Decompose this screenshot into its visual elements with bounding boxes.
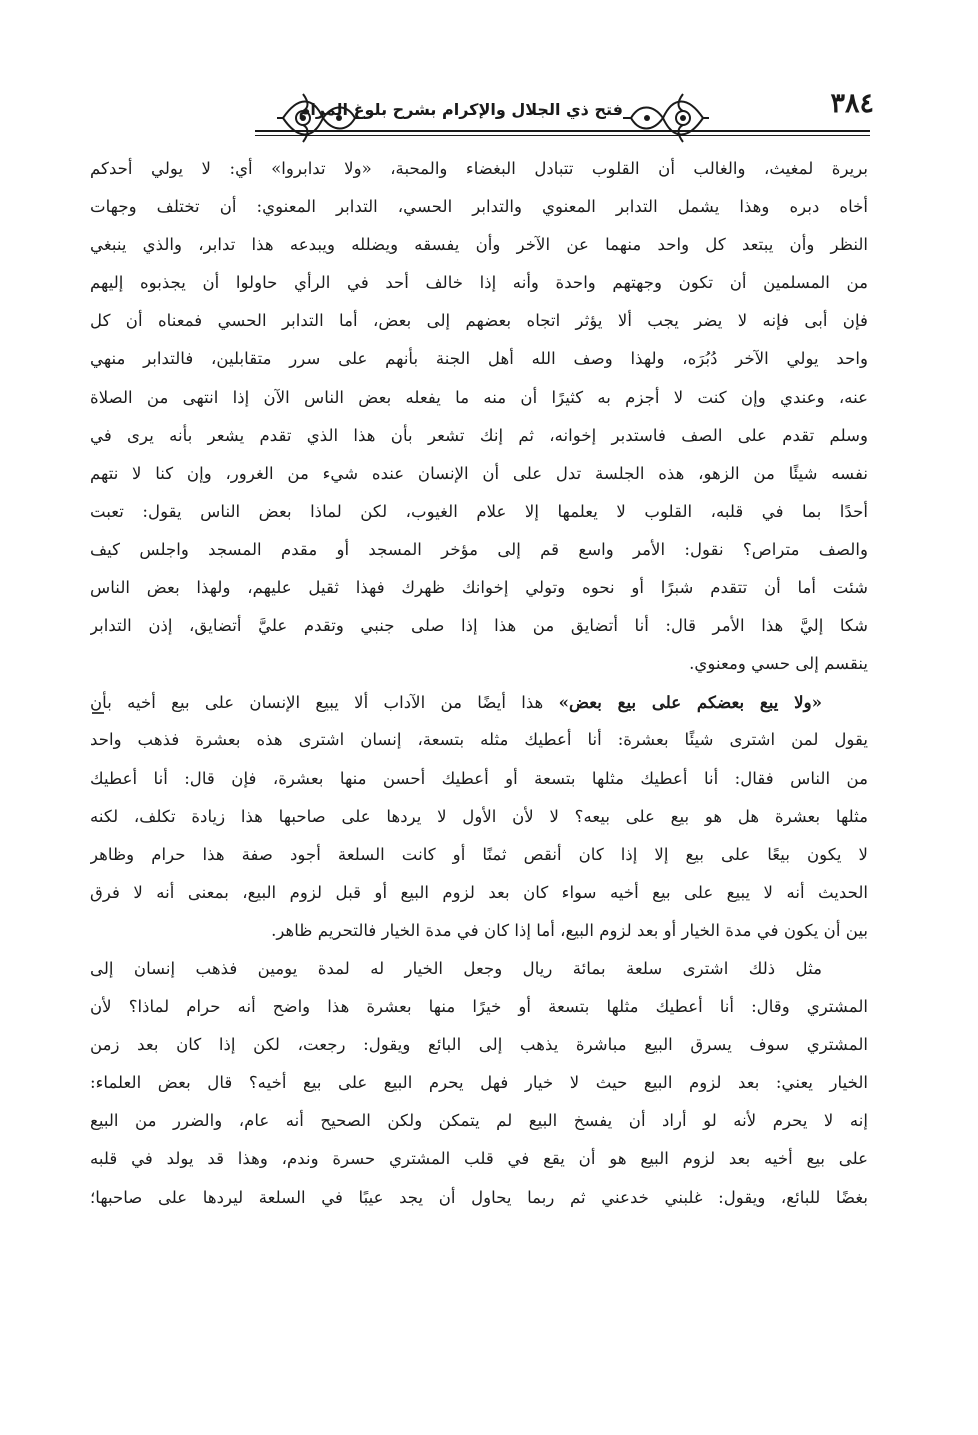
paragraph-2-line-1-text: هذا أيضًا من الآداب ألا يبيع الإنسان على بيع أخيه بأن xyxy=(90,693,559,713)
paragraph-2-line-1 xyxy=(90,683,868,721)
margin-mark xyxy=(92,712,104,714)
paragraph-3-line-7: بغضًا للبائع، ويقول: غلبني خدعني ثم ربما يحاول أن يجد عيبًا في السلعة ليردها على صاحبها؛ xyxy=(90,1187,868,1207)
paragraph-1-line-13: شكا إليَّ هذا الأمر قال: أنا أتضايق من هذا إذا صلى جنبي وتقدم عليَّ أتضايق، إذن التدابر xyxy=(90,616,868,636)
body-text xyxy=(90,150,868,1217)
page-number: ٣٨٤ xyxy=(830,88,874,119)
paragraph-2-line-5: لا يكون بيعًا على بيع إلا إذا كان أنقص ثمنًا أو كانت السلعة أجود صفة هذا حرام وظاهر xyxy=(90,844,868,864)
paragraph-3-line-6: على بيع أخيه بعد لزوم البيع هو أن يقع في قلب المشتري حسرة وندم، وهذا قد يولد في قلبه xyxy=(90,1149,868,1169)
book-title: فتح ذي الجلال والإكرام بشرح بلوغ المرام xyxy=(298,100,623,119)
paragraph-3-line-3: المشتري سوف يسرق البيع مباشرة يذهب إلى البائع ويقول: رجعت، لكن إذا كان بعد زمن xyxy=(90,1035,868,1055)
paragraph-2-line-6: الحديث أنه لا يبيع على بيع أخيه سواء كان بعد لزوم البيع أو قبل لزوم البيع، بمعنى أنه لا فرق xyxy=(90,882,868,902)
paragraph-1-line-2: أخاه دبره وهذا يشمل التدابر المعنوي والتدابر الحسي، التدابر المعنوي: أن تختلف وجهات xyxy=(90,197,868,217)
paragraph-2-line-3: من الناس فقال: أنا أعطيك مثلها بتسعة أو أعطيك أحسن منها بعشرة، فإن قال: أنا أعطيك xyxy=(90,768,868,788)
hadith-quote: «ولا يبع بعضكم على بيع بعض» xyxy=(558,692,822,713)
paragraph-3-line-2: المشتري وقال: أنا أعطيك مثلها بتسعة أو خيرًا منها بعشرة هذا واضح أنه حرام لماذا؟ لأن xyxy=(90,997,868,1017)
paragraph-2-line-4: مثلها بعشرة هل هو بيع على بيعه؟ لا لأن الأول لا يردها على صاحبها هذا زيادة تكلف، لكنه xyxy=(90,806,868,826)
floral-ornament-right-icon xyxy=(623,86,713,150)
paragraph-2-line-7: بين أن يكون في مدة الخيار أو بعد لزوم البيع، أما إذا كان في مدة الخيار فالتحريم ظاهر. xyxy=(271,920,868,940)
paragraph-1-line-14: ينقسم إلى حسي ومعنوي. xyxy=(689,654,868,674)
paragraph-1-line-8: وسلم تقدم على الصف فاستدبر إخوانه، ثم إنك تشعر بأن هذا الذي تقدم يشعر بأنه يرى في xyxy=(90,425,868,445)
paragraph-3-line-5: إنه لا يحرم لأنه لو أراد أن يفسخ البيع لم يتمكن ولكن الصحيح أنه عام، والضرر من البيع xyxy=(90,1111,868,1131)
running-header xyxy=(255,86,870,150)
paragraph-3-line-4: الخيار يعني: بعد لزوم البيع حيث لا خيار فهل يحرم البيع على بيع أخيه؟ قال بعض العلماء: xyxy=(90,1073,868,1093)
paragraph-1-line-5: فإن أبى فإنه لا يضر يجب ألا يؤثر اتجاه بعضهم إلى بعض، أما التدابر الحسي فمعناه أن كل xyxy=(90,311,868,331)
paragraph-1-line-7: عنه، وعندي وإن كنت لا أجزم به كثيرًا أن منه ما يفعله بعض الناس الآن إذا انتهى من الصلاة xyxy=(90,387,868,407)
paragraph-1-line-6: واحد يولي الآخر دُبُرَه، ولهذا وصف الله أهل الجنة بأنهم على سرر متقابلين، فالتدابر منهي xyxy=(90,349,868,369)
paragraph-1-line-11: والصف متراص؟ نقول: الأمر واسع قم إلى مؤخر المسجد أو مقدم المسجد واجلس كيف xyxy=(90,539,868,559)
paragraph-1-line-3: النظر وأن يبتعد كل واحد منهما عن الآخر وأن يفسقه ويضلله ويبدعه هذا تدابر، والذي ينبغي xyxy=(90,235,868,255)
paragraph-3-line-1: مثل ذلك اشترى سلعة بمائة ريال وجعل الخيار له لمدة يومين فذهب إنسان إلى xyxy=(90,958,822,978)
paragraph-2-line-2: يقول لمن اشترى شيئًا بعشرة: أنا أعطيك مثله بتسعة، إنسان اشترى هذه بعشرة فذهب واحد xyxy=(90,730,868,750)
paragraph-1-line-1: بريرة لمغيث، والغالب أن القلوب تتبادل البغضاء والمحبة، «ولا تدابروا» أي: لا يولي أحدكم xyxy=(90,159,868,178)
paragraph-1-line-9: نفسه شيئًا من الزهو، هذه الجلسة تدل على أن الإنسان عنده شيء من الغرور، وإن كنا لا نتهم xyxy=(90,463,868,483)
paragraph-1-line-10: أحدًا بما في قلبه، القلوب لا يعلمها إلا علام الغيوب، لكن لماذا بعض الناس يقول: تعبت xyxy=(90,501,868,521)
paragraph-1-line-4: من المسلمين أن تكون وجهتهم واحدة وأنه إذا خالف أحد في الرأي حاولوا أن يجذبوه إليهم xyxy=(90,273,868,293)
paragraph-1-line-12: شئت أما أن تتقدم شبرًا أو نحوه وتولي إخوانك ظهرك فهذا ثقيل عليهم، ولهذا بعض الناس xyxy=(90,578,868,598)
